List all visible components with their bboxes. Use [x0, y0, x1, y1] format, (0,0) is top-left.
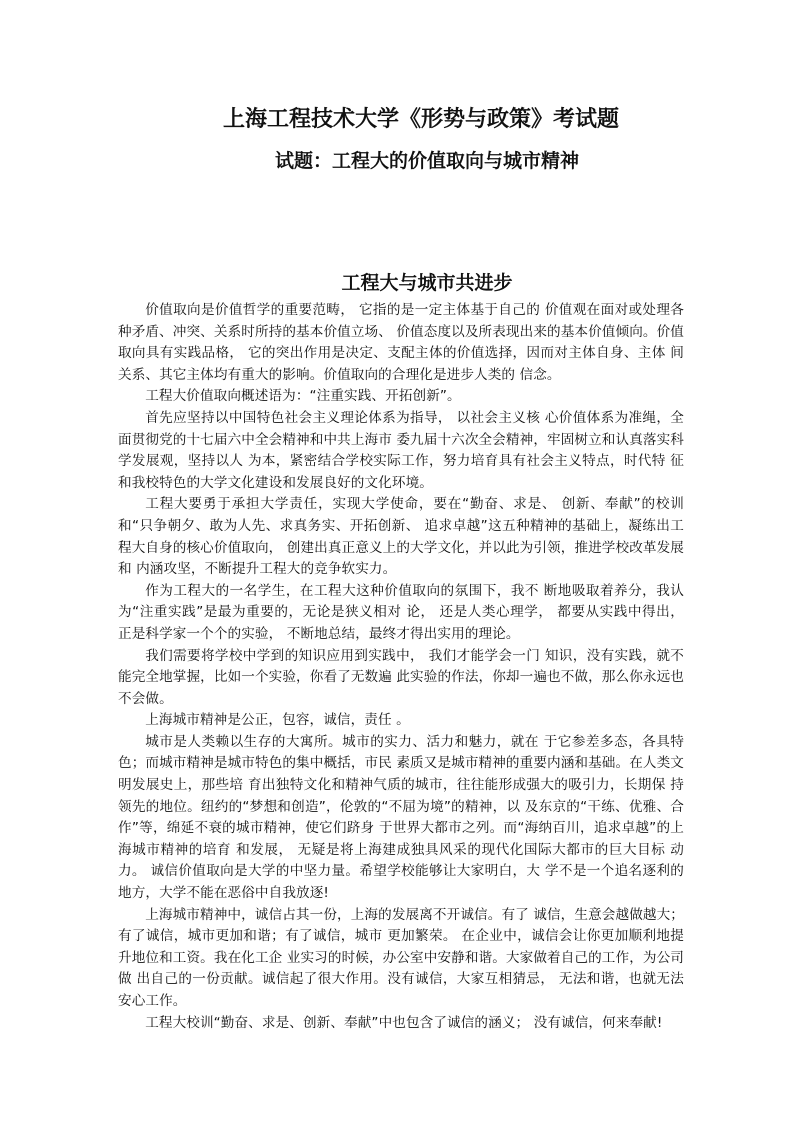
paragraph: 首先应坚持以中国特色社会主义理论体系为指导， 以社会主义核 心价值体系为准绳，全面贯彻党的十七届六中全会精神和中共上海市 委九届十六次全会精神，牢固树立和认真落实科学发展观，坚持以人 为本，紧密结合学校实际工作，努力培育具有社会主义特点，时代特 征和我校特色的大学文化建设和发展良好的文化环境。 — [118, 409, 684, 491]
essay-title: 工程大与城市共进步 — [341, 272, 513, 294]
essay-body — [118, 300, 684, 1034]
exam-subtitle: 试题：工程大的价值取向与城市精神 — [274, 150, 579, 172]
paragraph: 价值取向是价值哲学的重要范畴， 它指的是一定主体基于自己的 价值观在面对或处理各种矛盾、冲突、关系时所持的基本价值立场、 价值态度以及所表现出来的基本价值倾向。价值取向具有实践品格， 它的突出作用是决定、支配主体的价值选择，因而对主体自身、主体 间关系、其它主体均有重大的影响。价值取向的合理化是进步人类的 信念。 — [118, 302, 684, 383]
paragraph: 上海城市精神中，诚信占其一份，上海的发展离不开诚信。有了 诚信，生意会越做越大；有了诚信，城市更加和谐；有了诚信，城市 更加繁荣。 在企业中，诚信会让你更加顺利地提升地位和工资。我在化工企 业实习的时候，办公室中安静和谐。大家做着自己的工作，为公司做 出自己的一份贡献。诚信起了很大作用。没有诚信，大家互相猜忌， 无法和谐，也就无法安心工作。 — [118, 906, 684, 1009]
exam-title: 上海工程技术大学《形势与政策》考试题 — [222, 106, 619, 132]
paragraph: 工程大要勇于承担大学责任，实现大学使命，要在“勤奋、求是、 创新、奉献”的校训和“只争朝夕、敢为人先、求真务实、开拓创新、 追求卓越”这五种精神的基础上，凝练出工程大自身的核心价值取向， 创建出真正意义上的大学文化，并以此为引领，推进学校改革发展和 内涵攻坚，不断提升工程大的竞争软实力。 — [118, 496, 684, 578]
paragraph: 工程大校训“勤奋、求是、创新、奉献”中也包含了诚信的涵义； 没有诚信，何来奉献! — [145, 1014, 663, 1031]
paragraph: 作为工程大的一名学生，在工程大这种价值取向的氛围下，我不 断地吸取着养分，我认为“注重实践”是最为重要的，无论是狭义相对 论， 还是人类心理学， 都要从实践中得出， 正是科学家一个个的实验， 不断地总结，最终才得出实用的理论。 — [118, 582, 684, 642]
paragraph: 我们需要将学校中学到的知识应用到实践中， 我们才能学会一门 知识，没有实践，就不能完全地掌握，比如一个实验，你看了无数遍 此实验的作法，你却一遍也不做，那么你永远也不会做。 — [118, 647, 684, 707]
paragraph: 上海城市精神是公正，包容，诚信，责任 。 — [145, 712, 410, 729]
paragraph: 工程大价值取向概述语为：“注重实践、开拓创新”。 — [145, 388, 461, 405]
paragraph: 城市是人类赖以生存的大寓所。城市的实力、活力和魅力，就在 于它参差多态，各具特色；而城市精神是城市特色的集中概括，市民 素质又是城市精神的重要内涵和基础。在人类文明发展史上，那些培 育出独特文化和精神气质的城市，往往能形成强大的吸引力，长期保 持领先的地位。纽约的“梦想和创造”，伦敦的“不屈为境”的精神，以 及东京的“干练、优雅、合作”等，绵延不衰的城市精神，使它们跻身 于世界大都市之列。而“海纳百川，追求卓越”的上海城市精神的培育 和发展， 无疑是将上海建成独具风采的现代化国际大都市的巨大目标 动力。 诚信价值取向是大学的中坚力量。希望学校能够让大家明白，大 学不是一个追名逐利的地方，大学不能在恶俗中自我放逐! — [118, 733, 684, 902]
